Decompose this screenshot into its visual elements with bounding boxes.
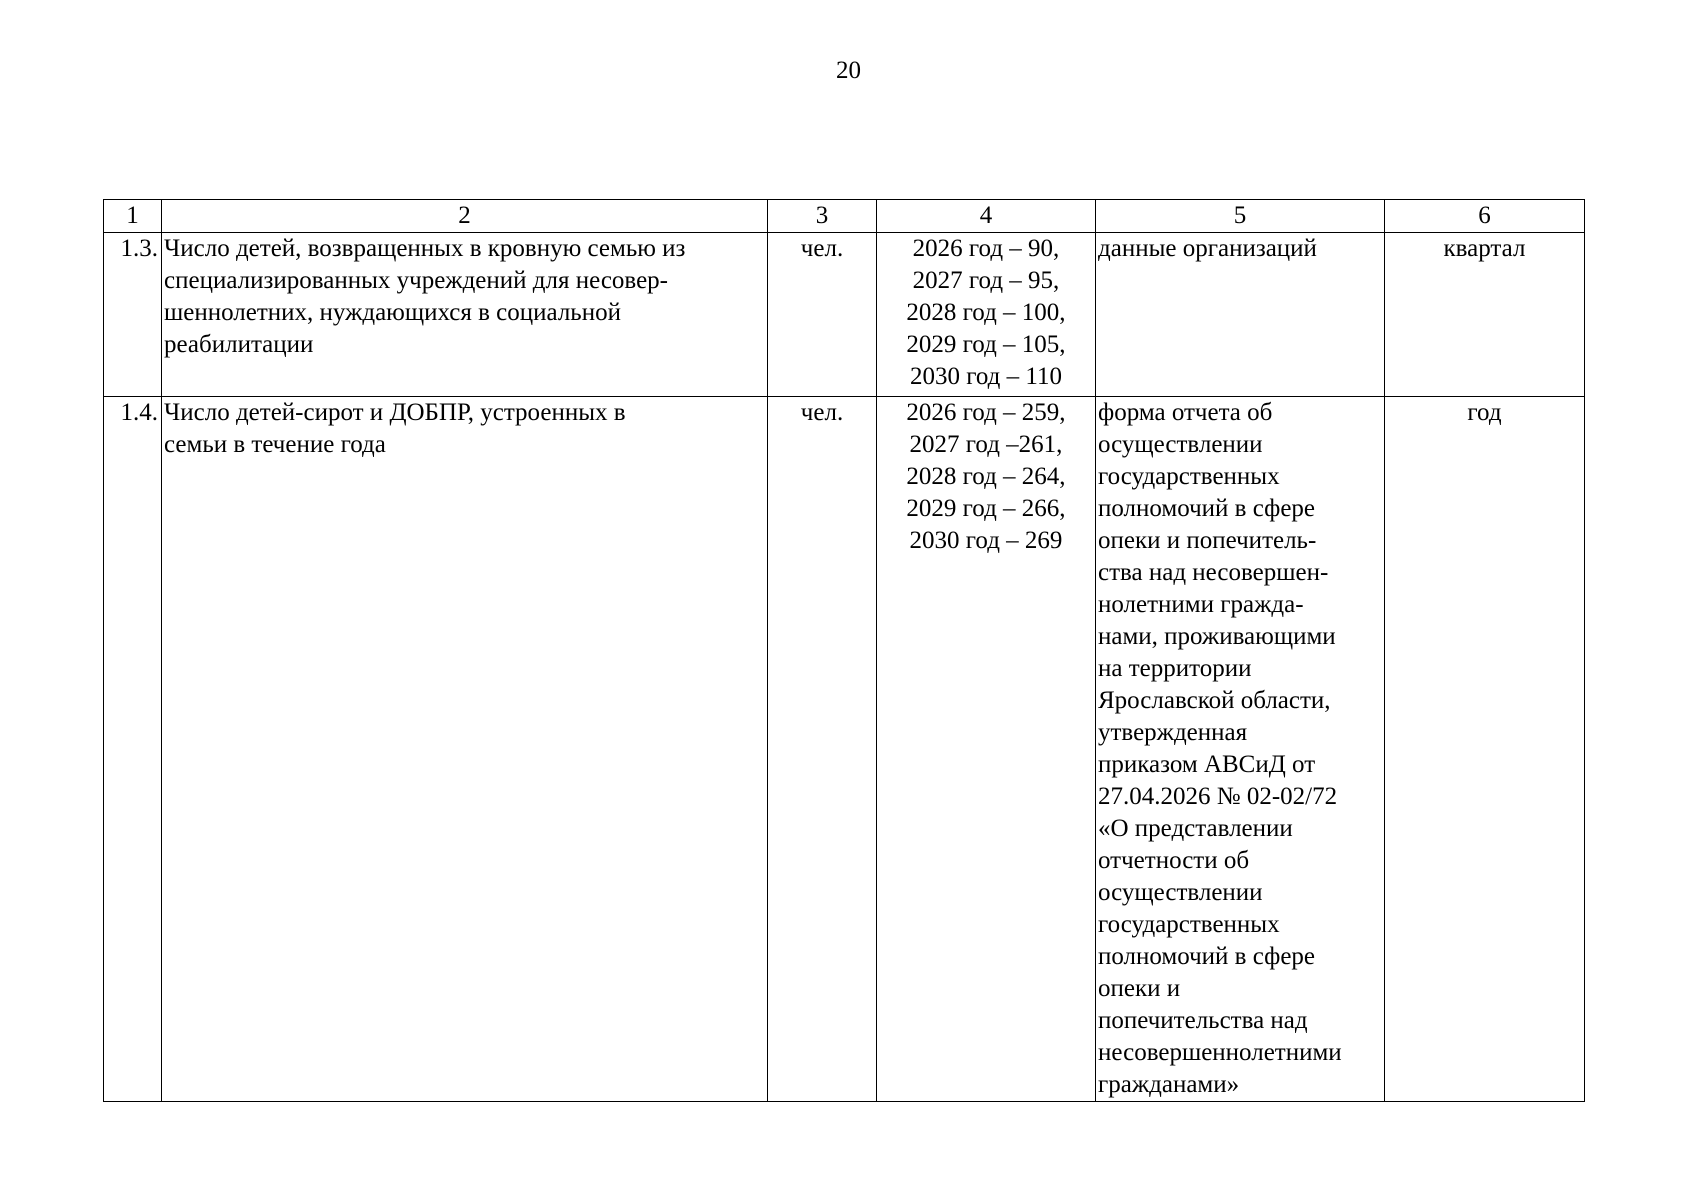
text-line: форма отчета об bbox=[1098, 399, 1273, 426]
unit: чел. bbox=[768, 233, 877, 397]
target-values bbox=[877, 233, 1096, 397]
column-header: 3 bbox=[768, 200, 877, 233]
value-line: 2030 год – 269 bbox=[909, 527, 1063, 554]
text-line: отчетности об bbox=[1098, 847, 1250, 874]
indicator-name bbox=[162, 233, 768, 397]
text-line: нолетними гражда- bbox=[1098, 591, 1304, 618]
text-line: Ярославской области, bbox=[1098, 687, 1331, 714]
indicator-table bbox=[103, 199, 1585, 1102]
text-line: Число детей, возвращенных в кровную семью из bbox=[164, 235, 686, 262]
text-line: несовершеннолетними bbox=[1098, 1039, 1342, 1066]
text-line: полномочий в сфере bbox=[1098, 495, 1316, 522]
text-line: нами, проживающими bbox=[1098, 623, 1336, 650]
value-line: 2029 год – 105, bbox=[906, 331, 1066, 358]
text-line: осуществлении bbox=[1098, 879, 1263, 906]
text-line: реабилитации bbox=[164, 331, 314, 358]
column-header: 6 bbox=[1385, 200, 1585, 233]
text-line: государственных bbox=[1098, 911, 1280, 938]
period: год bbox=[1385, 397, 1585, 1102]
column-header: 2 bbox=[162, 200, 768, 233]
column-header: 1 bbox=[104, 200, 162, 233]
column-header: 5 bbox=[1096, 200, 1385, 233]
page-number: 20 bbox=[836, 57, 861, 84]
text-line: данные организаций bbox=[1098, 235, 1317, 262]
value-line: 2029 год – 266, bbox=[906, 495, 1066, 522]
text-line: шеннолетних, нуждающихся в социальной bbox=[164, 299, 621, 326]
row-number: 1.3. bbox=[104, 233, 162, 397]
data-source bbox=[1096, 233, 1385, 397]
value-line: 2026 год – 259, bbox=[906, 399, 1066, 426]
text-line: государственных bbox=[1098, 463, 1280, 490]
table-row bbox=[104, 397, 1585, 1102]
text-line: осуществлении bbox=[1098, 431, 1263, 458]
text-line: попечительства над bbox=[1098, 1007, 1308, 1034]
text-line: опеки и bbox=[1098, 975, 1181, 1002]
data-source bbox=[1096, 397, 1385, 1102]
value-line: 2028 год – 264, bbox=[906, 463, 1066, 490]
text-line: на территории bbox=[1098, 655, 1252, 682]
value-line: 2028 год – 100, bbox=[906, 299, 1066, 326]
text-line: полномочий в сфере bbox=[1098, 943, 1316, 970]
value-line: 2027 год – 95, bbox=[912, 267, 1060, 294]
text-line: утвержденная bbox=[1098, 719, 1248, 746]
row-number: 1.4. bbox=[104, 397, 162, 1102]
target-values bbox=[877, 397, 1096, 1102]
value-line: 2026 год – 90, bbox=[912, 235, 1060, 262]
text-line: 27.04.2026 № 02-02/72 bbox=[1098, 783, 1338, 810]
text-line: опеки и попечитель- bbox=[1098, 527, 1317, 554]
text-line: приказом АВСиД от bbox=[1098, 751, 1316, 778]
text-line: ства над несовершен- bbox=[1098, 559, 1329, 586]
period: квартал bbox=[1385, 233, 1585, 397]
table-row bbox=[104, 233, 1585, 397]
value-line: 2030 год – 110 bbox=[910, 363, 1062, 390]
table-header-row bbox=[104, 200, 1585, 233]
value-line: 2027 год –261, bbox=[909, 431, 1063, 458]
text-line: специализированных учреждений для несовер- bbox=[164, 267, 668, 294]
unit: чел. bbox=[768, 397, 877, 1102]
indicator-name bbox=[162, 397, 768, 1102]
text-line: семьи в течение года bbox=[164, 431, 386, 458]
text-line: Число детей-сирот и ДОБПР, устроенных в bbox=[164, 399, 626, 426]
text-line: «О представлении bbox=[1098, 815, 1293, 842]
column-header: 4 bbox=[877, 200, 1096, 233]
text-line: гражданами» bbox=[1098, 1071, 1240, 1098]
